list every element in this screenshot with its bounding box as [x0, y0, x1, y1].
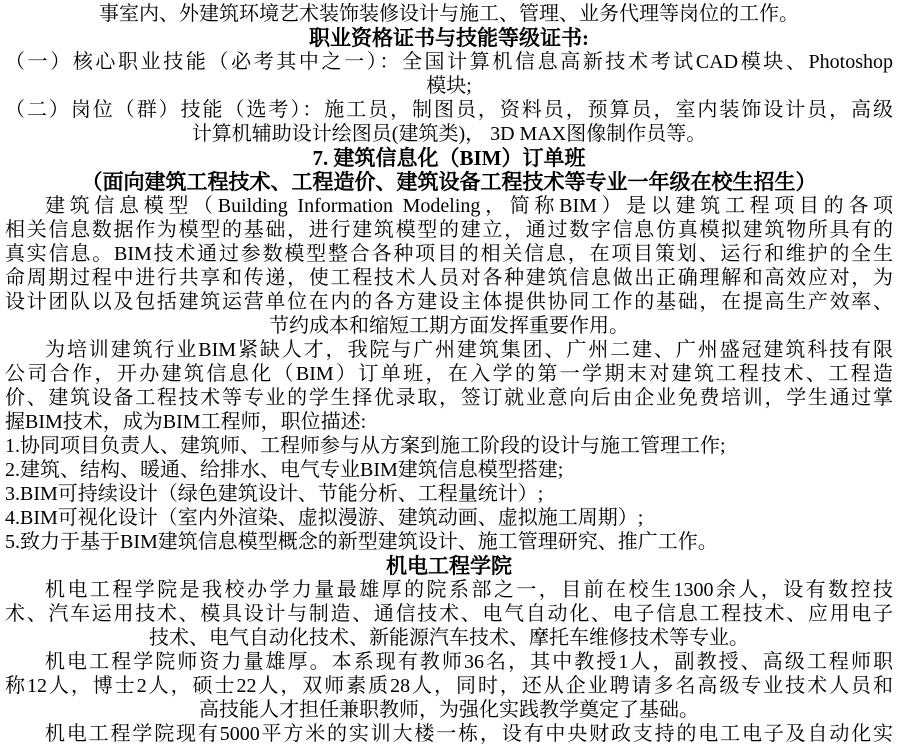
text-line: 相关信息数据作为模型的基础，进行建筑模型的建立，通过数字信息仿真模拟建筑物所具有的: [5, 219, 893, 241]
section-heading-certificates: 职业资格证书与技能等级证书:: [309, 26, 589, 50]
paragraph-first-line: 为培训建筑行业BIM紧缺人才，我院与广州建筑集团、广州二建、广州盛冠建筑科技有限: [45, 339, 893, 361]
paragraph-first-line: 机电工程学院是我校办学力量最雄厚的院系部之一，目前在校生1300余人，设有数控技: [45, 579, 893, 601]
paragraph-tail-line: 节约成本和缩短工期方面发挥重要作用。: [269, 315, 629, 337]
text-line: （二）岗位（群）技能（选考）：施工员，制图员，资料员，预算员，室内装饰设计员，高级: [5, 99, 893, 121]
list-item: 1.协同项目负责人、建筑师、工程师参与从方案到施工阶段的设计与施工管理工作;: [5, 435, 726, 457]
section-heading-mechatronics: 机电工程学院: [386, 554, 512, 578]
text-line: 计算机辅助设计绘图员(建筑类)， 3D MAX图像制作员等。: [191, 123, 707, 145]
text-line: 设计团队以及包括建筑运营单位在内的各方建设主体提供协同工作的基础，在提高生产效率、: [5, 291, 893, 313]
list-item: 2.建筑、结构、暖通、给排水、电气专业BIM建筑信息模型搭建;: [5, 459, 564, 481]
paragraph-tail-line: 事室内、外建筑环境艺术装饰装修设计与施工、管理、业务代理等岗位的工作。: [99, 3, 799, 25]
paragraph-tail-line: 技术、电气自动化技术、新能源汽车技术、摩托车维修技术等专业。: [149, 627, 749, 649]
list-item: 4.BIM可视化设计（室内外渲染、虚拟漫游、建筑动画、虚拟施工周期）;: [5, 507, 644, 529]
section-heading-bim-class: 7. 建筑信息化（BIM）订单班: [312, 146, 586, 170]
paragraph-first-line: 建筑信息模型（Building Information Modeling，简称BIM）是以建筑工程项目的各项: [45, 195, 893, 217]
text-line: 术、汽车运用技术、模具设计与制造、通信技术、电气自动化、电子信息工程技术、应用电子: [5, 603, 893, 625]
text-line: 握BIM技术，成为BIM工程师，职位描述:: [5, 411, 367, 433]
text-line: 真实信息。BIM技术通过参数模型整合各种项目的相关信息，在项目策划、运行和维护的全生: [5, 243, 893, 265]
list-item: 5.致力于基于BIM建筑信息模型概念的新型建筑设计、施工管理研究、推广工作。: [5, 531, 718, 553]
text-line: 公司合作，开办建筑信息化（BIM）订单班，在入学的第一学期末对建筑工程技术、工程造: [5, 363, 893, 385]
list-item: 3.BIM可持续设计（绿色建筑设计、节能分析、工程量统计）;: [5, 483, 544, 505]
text-line: 模块;: [426, 75, 472, 97]
paragraph-tail-line: 高技能人才担任兼职教师，为强化实践教学奠定了基础。: [199, 699, 699, 721]
paragraph-first-line: 机电工程学院现有5000平方米的实训大楼一栋，设有中央财政支持的电工电子及自动化实: [45, 723, 893, 744]
paragraph-first-line: 机电工程学院师资力量雄厚。本系现有教师36名，其中教授1人，副教授、高级工程师职: [45, 651, 893, 673]
text-line: 价、建筑设备工程技术等专业的学生择优录取，签订就业意向后由企业免费培训，学生通过掌: [5, 387, 893, 409]
subheading-bim-audience: （面向建筑工程技术、工程造价、建筑设备工程技术等专业一年级在校生招生）: [81, 170, 817, 194]
text-line: （一）核心职业技能（必考其中之一）：全国计算机信息高新技术考试CAD模块、Photoshop: [5, 51, 893, 73]
text-line: 称12人，博士2人，硕士22人，双师素质28人，同时，还从企业聘请多名高级专业技术人员和: [5, 675, 893, 697]
text-line: 命周期过程中进行共享和传递，使工程技术人员对各种建筑信息做出正确理解和高效应对，为: [5, 267, 893, 289]
